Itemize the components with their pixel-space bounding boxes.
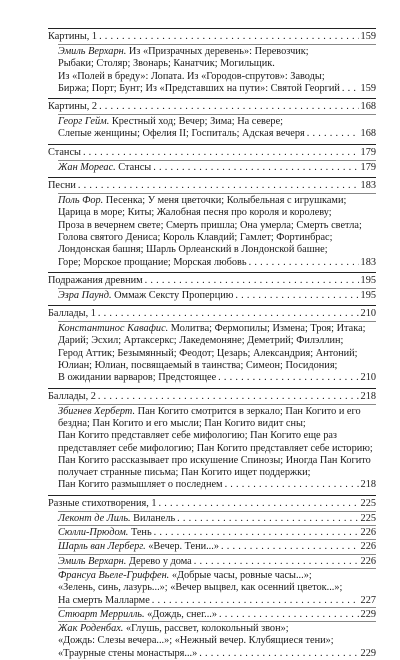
entry-text: Рыбаки; Столяр; Звонарь; Канатчик; Могильщик. xyxy=(58,58,275,70)
dot-leader xyxy=(218,372,358,384)
dot-leader xyxy=(307,128,359,140)
entry-line xyxy=(58,195,376,207)
entry-title: Оммаж Сексту Проперцию xyxy=(111,289,234,301)
dot-leader xyxy=(153,162,358,174)
section-title: Стансы xyxy=(48,146,81,158)
dot-leader xyxy=(225,479,359,491)
entry-line xyxy=(58,360,376,372)
section-header xyxy=(48,272,376,288)
entry-text: Молитва; Фермопилы; Измена; Троя; Итака; xyxy=(168,323,366,335)
entry-text xyxy=(58,290,233,302)
dot-leader xyxy=(98,391,359,402)
entry-text xyxy=(58,609,217,621)
entry-page-number: 225 xyxy=(360,512,376,524)
entry-title: Дерево у дома xyxy=(126,555,192,567)
author-name: Стюарт Меррилль. xyxy=(58,608,145,620)
section-title: Разные стихотворения, 1 xyxy=(48,497,157,509)
entry-last-line xyxy=(58,541,376,553)
entry-page-number: 229 xyxy=(360,647,376,659)
entry-line xyxy=(58,220,376,232)
entry-line xyxy=(58,582,376,594)
entry-page-number: 168 xyxy=(360,128,376,140)
section-page-number: 179 xyxy=(360,146,376,158)
dot-leader xyxy=(221,541,359,553)
entry-last-line xyxy=(58,527,376,539)
section-title: Картины, 1 xyxy=(48,31,98,42)
author-name: Константинос Кавафис. xyxy=(58,323,169,335)
section-page-number: 168 xyxy=(360,101,376,113)
entry-line xyxy=(58,467,376,479)
entry-last-line xyxy=(58,556,376,568)
entry-last-line xyxy=(58,513,376,525)
section-title: Песни xyxy=(48,180,76,192)
dot-leader xyxy=(219,609,359,621)
entry-title: Слепые женщины; Офелия II; Госпиталь; Адская вечеря xyxy=(58,128,305,140)
dot-leader xyxy=(342,83,359,95)
section-header xyxy=(48,28,376,44)
section-title: Картины, 2 xyxy=(48,101,98,113)
entry-page-number: 159 xyxy=(360,82,376,94)
author-name: Эзра Паунд. xyxy=(58,289,112,301)
section-title: Подражания древним xyxy=(48,274,143,286)
entry-title: Виланель xyxy=(130,512,176,524)
entry-page-number: 227 xyxy=(360,594,376,606)
entry-page-number: 229 xyxy=(360,608,376,620)
author-name: Эмиль Верхарн. xyxy=(58,555,127,567)
toc-entry xyxy=(58,160,376,174)
toc-entry xyxy=(58,321,376,384)
entry-last-line xyxy=(58,162,376,174)
entry-text xyxy=(58,556,192,568)
entry-page-number: 179 xyxy=(360,161,376,173)
entry-text: бездна; Пан Когито и его мысли; Пан Когито видит сны; xyxy=(58,417,306,429)
entry-line xyxy=(58,348,376,360)
entry-line xyxy=(58,244,376,256)
entry-title: «Дождь, снег...» xyxy=(144,608,217,620)
author-name: Эмиль Верхарн. xyxy=(58,46,127,57)
dot-leader xyxy=(152,595,359,607)
section-header xyxy=(48,177,376,193)
toc-entry xyxy=(58,554,376,568)
entry-text: представляет себе мифологию; Пан Когито представляет себе историю; xyxy=(58,442,373,454)
entry-text xyxy=(58,479,223,491)
dot-leader xyxy=(145,275,359,286)
author-name: Шарль ван Лерберг. xyxy=(58,541,146,553)
entry-line xyxy=(58,623,376,635)
author-name: Збигнев Херберт. xyxy=(58,405,136,417)
entry-text xyxy=(58,372,216,384)
toc-entry xyxy=(58,621,376,660)
entry-text: Лондонская башня; Шарль Орлеанский в Лондонской башне; xyxy=(58,244,328,256)
section-header xyxy=(48,495,376,511)
entry-last-line xyxy=(58,83,376,95)
toc-entry xyxy=(58,607,376,621)
entry-line xyxy=(58,116,376,128)
toc-entry xyxy=(58,114,376,141)
entry-title: Пан Когито размышляет о последнем xyxy=(58,479,223,491)
entry-title: «Вечер. Тени...» xyxy=(145,541,219,553)
entry-text: Царица в море; Киты; Жалобная песня про короля и королеву; xyxy=(58,207,332,219)
dot-leader xyxy=(159,498,359,509)
dot-leader xyxy=(235,290,358,302)
author-name: Жак Роденбах. xyxy=(58,623,124,635)
entry-last-line xyxy=(58,372,376,384)
entry-text xyxy=(58,513,175,525)
entry-title: На смерть Малларме xyxy=(58,594,150,606)
entry-line xyxy=(58,635,376,647)
author-name: Жан Мореас. xyxy=(58,161,116,173)
entry-page-number: 226 xyxy=(360,527,376,539)
toc-entry xyxy=(58,404,376,492)
entry-text: Дарий; Эсхил; Артаксеркс; Лакедемоняне; Деметрий; Филэллин; xyxy=(58,335,344,347)
entry-last-line xyxy=(58,128,376,140)
toc-entry xyxy=(58,511,376,525)
dot-leader xyxy=(199,648,358,660)
toc-entry xyxy=(58,44,376,95)
toc-entry xyxy=(58,288,376,302)
entry-text: Голова святого Дениса; Король Клавдий; Гамлет; Фортинбрас; xyxy=(58,231,333,243)
entry-last-line xyxy=(58,595,376,607)
entry-text xyxy=(58,128,305,140)
section-page-number: 218 xyxy=(360,390,376,402)
entry-text: «Дождь: Слезы вечера...»; «Нежный вечер. Клубящиеся тени»; xyxy=(58,635,334,647)
entry-title: «Траурные стены монастыря...» xyxy=(58,647,198,659)
entry-title: В ожидании варваров; Предстоящее xyxy=(58,372,217,384)
author-name: Леконт де Лиль. xyxy=(58,512,131,524)
toc-entry xyxy=(58,539,376,553)
section-header xyxy=(48,98,376,114)
entry-text xyxy=(58,162,151,174)
section-title: Баллады, 1 xyxy=(48,308,96,320)
entry-text xyxy=(58,83,340,95)
dot-leader xyxy=(83,147,359,158)
entry-line xyxy=(58,335,376,347)
entry-last-line xyxy=(58,257,376,269)
section-page-number: 225 xyxy=(360,497,376,509)
section-page-number: 159 xyxy=(360,31,376,42)
section-header xyxy=(48,305,376,321)
entry-text: Из «Полей в бреду»: Лопата. Из «Городов-спрутов»: Заводы; xyxy=(58,70,325,82)
table-of-contents xyxy=(48,28,376,660)
entry-text: Песенка; У меня цветочки; Колыбельная с игрушками; xyxy=(103,195,347,207)
section-header xyxy=(48,144,376,160)
entry-line xyxy=(58,46,376,58)
entry-text xyxy=(58,595,150,607)
section-page-number: 183 xyxy=(360,180,376,192)
entry-text: «Глушь, рассвет, колокольный звон»; xyxy=(123,623,289,635)
entry-text xyxy=(58,257,247,269)
section-page-number: 210 xyxy=(360,308,376,320)
dot-leader xyxy=(98,308,359,319)
entry-last-line xyxy=(58,648,376,660)
dot-leader xyxy=(154,527,359,539)
entry-last-line xyxy=(58,479,376,491)
dot-leader xyxy=(99,31,358,42)
entry-line xyxy=(58,418,376,430)
entry-line xyxy=(58,570,376,582)
dot-leader xyxy=(177,513,358,525)
entry-text: Пан Когито смотрится в зеркало; Пан Когито и его xyxy=(135,405,361,417)
section-page-number: 195 xyxy=(360,274,376,286)
dot-leader xyxy=(99,101,358,112)
entry-title: Биржа; Порт; Бунт; Из «Представших на пути»: Святой Георгий xyxy=(58,82,340,94)
dot-leader xyxy=(194,556,359,568)
entry-page-number: 195 xyxy=(360,289,376,301)
toc-entry xyxy=(58,568,376,607)
entry-text: Пан Когито представляет себе мифологию; Пан Когито еще раз xyxy=(58,430,337,442)
dot-leader xyxy=(249,257,359,269)
entry-line xyxy=(58,323,376,335)
entry-page-number: 183 xyxy=(360,256,376,268)
entry-line xyxy=(58,207,376,219)
entry-text: Герод Аттик; Безымянный; Феодот; Цезарь; Александрия; Антоний; xyxy=(58,347,358,359)
entry-text xyxy=(58,527,152,539)
entry-page-number: 218 xyxy=(360,479,376,491)
entry-line xyxy=(58,71,376,83)
entry-line xyxy=(58,232,376,244)
entry-text: «Зелень, синь, лазурь...»; «Вечер выцвел, как осенний цветок...»; xyxy=(58,582,343,594)
toc-entry xyxy=(58,193,376,269)
entry-page-number: 226 xyxy=(360,541,376,553)
dot-leader xyxy=(78,180,359,191)
entry-last-line xyxy=(58,609,376,621)
author-name: Поль Фор. xyxy=(58,195,104,207)
entry-last-line xyxy=(58,290,376,302)
toc-entry xyxy=(58,525,376,539)
entry-page-number: 226 xyxy=(360,555,376,567)
entry-title: Стансы xyxy=(115,161,152,173)
entry-text: получает странные письма; Пан Когито ищет поддержки; xyxy=(58,467,311,479)
entry-text xyxy=(58,541,219,553)
entry-line xyxy=(58,58,376,70)
entry-line xyxy=(58,430,376,442)
entry-line xyxy=(58,406,376,418)
entry-title: Горе; Морское прощание; Морская любовь xyxy=(58,256,247,268)
entry-text xyxy=(58,648,197,660)
entry-text: Юлиан; Юлиан, посвящаемый в таинства; Симеон; Посидония; xyxy=(58,360,338,372)
entry-line xyxy=(58,455,376,467)
entry-text: Проза в вечернем свете; Смерть пришла; Она умерла; Смерть светла; xyxy=(58,219,362,231)
author-name: Георг Гейм. xyxy=(58,116,110,128)
section-header xyxy=(48,388,376,404)
entry-page-number: 210 xyxy=(360,372,376,384)
section-title: Баллады, 2 xyxy=(48,390,96,402)
author-name: Сюлли-Прюдом. xyxy=(58,527,129,539)
entry-text: Крестный ход; Вечер; Зима; На севере; xyxy=(109,116,284,128)
entry-line xyxy=(58,443,376,455)
entry-text: Пан Когито рассказывает про искушение Спинозы; Иногда Пан Когито xyxy=(58,454,371,466)
author-name: Франсуа Вьеле-Гриффен. xyxy=(58,569,170,581)
entry-text: Из «Призрачных деревень»: Перевозчик; xyxy=(126,46,309,57)
entry-title: Тень xyxy=(128,527,152,539)
entry-text: «Добрые часы, ровные часы...»; xyxy=(169,569,312,581)
